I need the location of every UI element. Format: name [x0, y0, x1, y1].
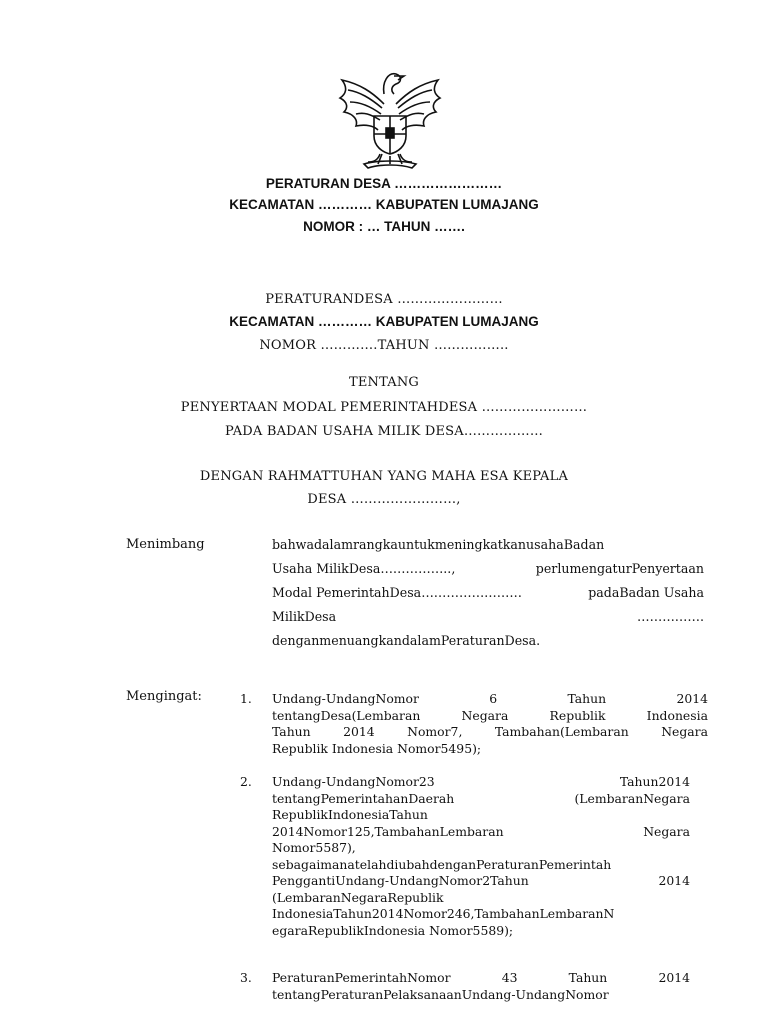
text-line [272, 923, 690, 940]
text-line [272, 774, 690, 791]
subject-line-1: PENYERTAAN MODAL PEMERINTAHDESA …………………… [180, 400, 588, 415]
text-fragment: egaraRepublikIndonesia Nomor5589); [272, 922, 514, 938]
text-fragment: Negara [661, 724, 708, 739]
kecamatan-title: KECAMATAN ………… KABUPATEN LUMAJANG [229, 197, 539, 212]
text-fragment: Undang-UndangNomor [272, 691, 419, 706]
text-fragment: Negara [643, 823, 690, 839]
tentang-heading: TENTANG [348, 375, 420, 390]
text-fragment: Tahun [568, 970, 608, 985]
item-body [272, 774, 690, 939]
text-fragment: padaBadan Usaha [588, 585, 704, 600]
regulation-title: PERATURAN DESA …………………… [265, 176, 503, 191]
text-fragment: ……………. [637, 609, 704, 624]
item-number: 1. [240, 691, 252, 706]
text-line [272, 791, 690, 808]
text-fragment: IndonesiaTahun2014Nomor246,TambahanLembaranN [272, 906, 615, 921]
text-fragment: Negara [461, 707, 509, 723]
text-fragment: Tambahan(Lembaran [494, 724, 629, 739]
text-fragment: tentangPemerintahanDaerah [272, 790, 455, 806]
text-fragment: perlumengaturPenyertaan [535, 561, 704, 576]
regulation-subtitle: PERATURANDESA …………………… [265, 292, 503, 307]
text-line [272, 906, 690, 923]
item-body [272, 691, 708, 757]
text-line [272, 970, 690, 987]
nomor-title: NOMOR : … TAHUN ……. [303, 219, 465, 234]
text-fragment: 2014 [676, 691, 708, 706]
item-number: 3. [240, 970, 252, 985]
text-fragment: Usaha MilikDesa…………….., [272, 561, 456, 576]
text-line [272, 987, 690, 1004]
text-fragment: Nomor7, [407, 724, 463, 739]
text-line [272, 708, 708, 725]
text-line [272, 840, 690, 857]
text-fragment: RepublikIndonesiaTahun [272, 807, 428, 822]
menimbang-body [272, 533, 704, 653]
text-fragment: Modal PemerintahDesa…………………… [272, 585, 522, 600]
text-fragment: Tahun [272, 724, 311, 739]
text-fragment: (LembaranNegara [574, 790, 690, 806]
mengingat-label: Mengingat: [126, 689, 202, 704]
item-body [272, 970, 690, 1003]
text-fragment: Undang-UndangNomor23 [272, 774, 435, 789]
text-fragment: Nomor5587), [272, 840, 356, 855]
text-line [272, 857, 690, 874]
menimbang-line [272, 629, 704, 653]
text-fragment: 2014 [343, 724, 375, 739]
text-line [272, 741, 708, 758]
text-line [272, 724, 708, 741]
menimbang-line [272, 581, 704, 605]
garuda-emblem-icon [334, 64, 446, 170]
menimbang-line [272, 533, 704, 557]
text-fragment: tentangDesa(Lembaran [272, 707, 421, 723]
text-fragment: 43 [501, 970, 518, 985]
text-fragment: 2014Nomor125,TambahanLembaran [272, 823, 504, 839]
text-line [272, 691, 708, 708]
text-fragment: MilikDesa [272, 609, 337, 624]
text-fragment: 2014 [658, 970, 690, 985]
text-fragment: sebagaimanatelahdiubahdenganPeraturanPemerintah [272, 856, 612, 872]
text-fragment: 6 [489, 691, 498, 706]
text-fragment: Tahun [567, 691, 607, 706]
item-number: 2. [240, 774, 252, 789]
text-line [272, 807, 690, 824]
text-line [272, 824, 690, 841]
text-fragment: Republik Indonesia Nomor5495); [272, 740, 482, 756]
rahmat-line-2: DESA ……………………, [307, 492, 461, 507]
kecamatan-subtitle: KECAMATAN ………… KABUPATEN LUMAJANG [229, 314, 539, 329]
text-line [272, 873, 690, 890]
subject-line-2: PADA BADAN USAHA MILIK DESA……………… [224, 424, 544, 439]
rahmat-line-1: DENGAN RAHMATTUHAN YANG MAHA ESA KEPALA [199, 469, 569, 484]
text-fragment: bahwadalamrangkauntukmeningkatkanusahaBadan [272, 537, 605, 552]
text-fragment: PenggantiUndang-UndangNomor2Tahun [272, 873, 529, 888]
text-fragment: tentangPeraturanPelaksanaanUndang-UndangNomor [272, 986, 609, 1002]
text-fragment: denganmenuangkandalamPeraturanDesa. [272, 633, 541, 648]
menimbang-line [272, 557, 704, 581]
text-line [272, 890, 690, 907]
text-fragment: PeraturanPemerintahNomor [272, 970, 451, 985]
nomor-subtitle: NOMOR ………….TAHUN …………….. [259, 338, 509, 353]
menimbang-line [272, 605, 704, 629]
text-fragment: Indonesia [646, 707, 708, 723]
text-fragment: (LembaranNegaraRepublik [272, 889, 444, 905]
text-fragment: 2014 [658, 873, 690, 888]
text-fragment: Republik [549, 707, 606, 723]
menimbang-label: Menimbang [126, 537, 205, 552]
text-fragment: Tahun2014 [619, 774, 690, 789]
